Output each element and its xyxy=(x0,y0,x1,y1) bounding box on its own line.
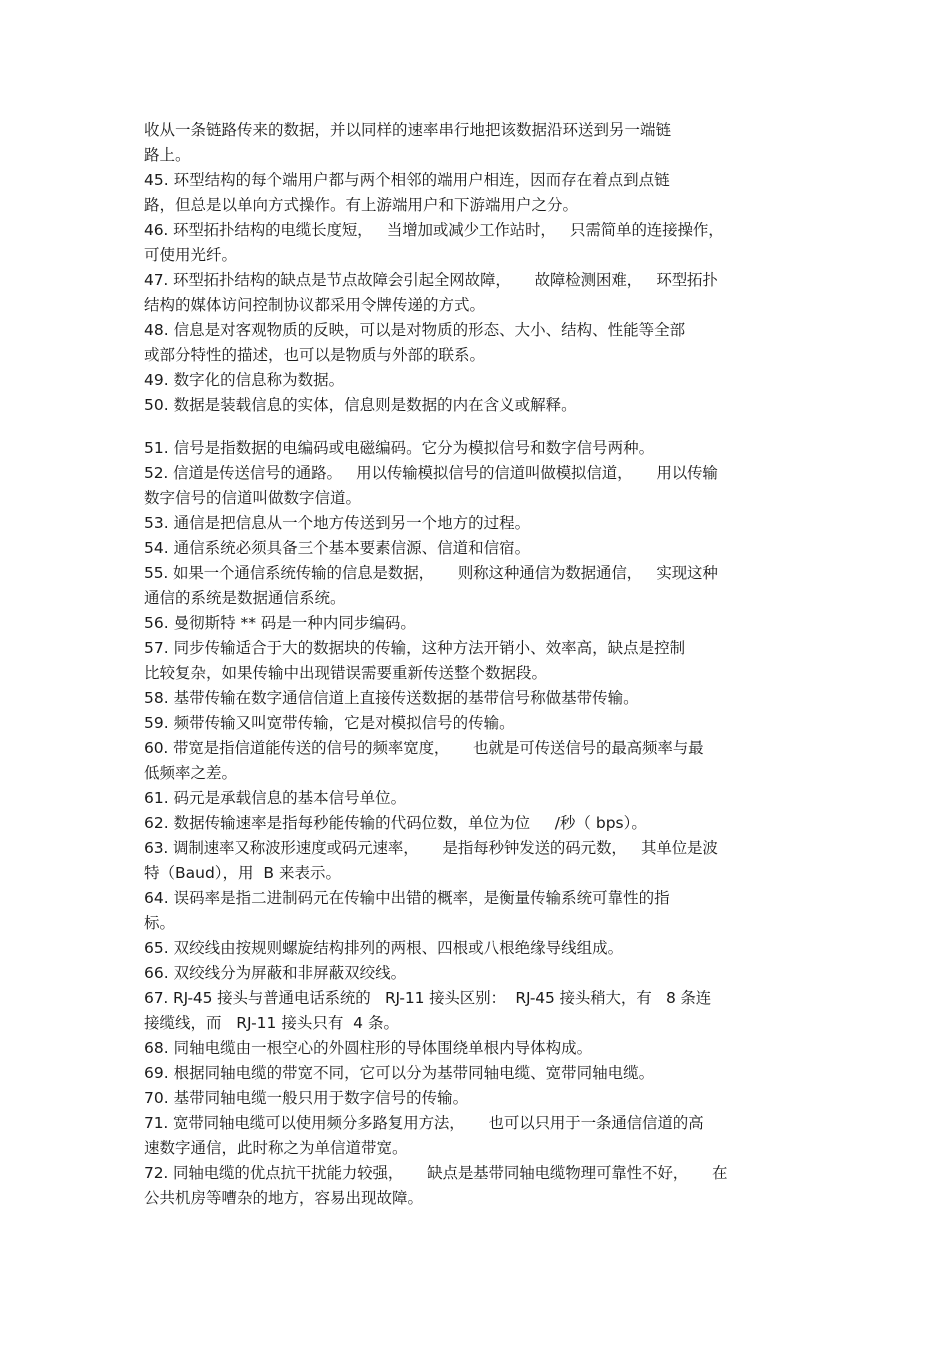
text-line: 64. 误码率是指二进制码元在传输中出错的概率，是衡量传输系统可靠性的指 xyxy=(144,889,670,907)
text-line: 53. 通信是把信息从一个地方传送到另一个地方的过程。 xyxy=(144,514,531,532)
text-line: 结构的媒体访问控制协议都采用令牌传递的方式。 xyxy=(144,296,486,314)
text-line: 61. 码元是承载信息的基本信号单位。 xyxy=(144,789,407,807)
text-line: 49. 数字化的信息称为数据。 xyxy=(144,371,345,389)
text-line: 58. 基带传输在数字通信信道上直接传送数据的基带信号称做基带传输。 xyxy=(144,689,639,707)
text-line: 59. 频带传输又叫宽带传输，它是对模拟信号的传输。 xyxy=(144,714,515,732)
text-line: 67. RJ-45 接头与普通电话系统的 RJ-11 接头区别： RJ-45 接头稍大，有 8 条连 xyxy=(144,989,712,1007)
text-line: 48. 信息是对客观物质的反映，可以是对物质的形态、大小、结构、性能等全部 xyxy=(144,321,686,339)
text-line: 68. 同轴电缆由一根空心的外圆柱形的导体围绕单根内导体构成。 xyxy=(144,1039,593,1057)
text-line: 69. 根据同轴电缆的带宽不同，它可以分为基带同轴电缆、宽带同轴电缆。 xyxy=(144,1064,655,1082)
text-line: 47. 环型拓扑结构的缺点是节点故障会引起全网故障， 故障检测困难， 环型拓扑 xyxy=(144,271,718,289)
document-body xyxy=(144,118,812,1211)
text-line: 收从一条链路传来的数据，并以同样的速率串行地把该数据沿环送到另一端链 xyxy=(144,121,672,139)
text-line: 标。 xyxy=(144,914,176,932)
text-line: 路上。 xyxy=(144,146,191,164)
text-line: 通信的系统是数据通信系统。 xyxy=(144,589,346,607)
text-line: 66. 双绞线分为屏蔽和非屏蔽双绞线。 xyxy=(144,964,407,982)
text-line: 接缆线，而 RJ-11 接头只有 4 条。 xyxy=(144,1014,399,1032)
text-line: 比较复杂，如果传输中出现错误需要重新传送整个数据段。 xyxy=(144,664,548,682)
text-line: 60. 带宽是指信道能传送的信号的频率宽度， 也就是可传送信号的最高频率与最 xyxy=(144,739,704,757)
text-line: 46. 环型拓扑结构的电缆长度短， 当增加或减少工作站时， 只需简单的连接操作， xyxy=(144,221,724,239)
text-line: 45. 环型结构的每个端用户都与两个相邻的端用户相连，因而存在着点到点链 xyxy=(144,171,670,189)
text-line: 数字信号的信道叫做数字信道。 xyxy=(144,489,362,507)
text-line: 57. 同步传输适合于大的数据块的传输，这种方法开销小、效率高，缺点是控制 xyxy=(144,639,686,657)
text-line: 56. 曼彻斯特 ** 码是一种内同步编码。 xyxy=(144,614,416,632)
text-line: 51. 信号是指数据的电编码或电磁编码。它分为模拟信号和数字信号两种。 xyxy=(144,439,655,457)
text-line: 65. 双绞线由按规则螺旋结构排列的两根、四根或八根绝缘导线组成。 xyxy=(144,939,624,957)
text-line: 特（Baud），用 B 来表示。 xyxy=(144,864,341,882)
text-line: 公共机房等嘈杂的地方，容易出现故障。 xyxy=(144,1189,424,1207)
text-line: 50. 数据是装载信息的实体，信息则是数据的内在含义或解释。 xyxy=(144,396,577,414)
text-line: 55. 如果一个通信系统传输的信息是数据， 则称这种通信为数据通信， 实现这种 xyxy=(144,564,718,582)
text-line: 52. 信道是传送信号的通路。 用以传输模拟信号的信道叫做模拟信道， 用以传输 xyxy=(144,464,718,482)
text-line: 62. 数据传输速率是指每秒能传输的代码位数，单位为位 /秒（ bps）。 xyxy=(144,814,647,832)
text-line: 71. 宽带同轴电缆可以使用频分多路复用方法， 也可以只用于一条通信信道的高 xyxy=(144,1114,704,1132)
text-line: 速数字通信，此时称之为单信道带宽。 xyxy=(144,1139,408,1157)
text-line: 或部分特性的描述，也可以是物质与外部的联系。 xyxy=(144,346,486,364)
text-line: 54. 通信系统必须具备三个基本要素信源、信道和信宿。 xyxy=(144,539,531,557)
text-line: 70. 基带同轴电缆一般只用于数字信号的传输。 xyxy=(144,1089,469,1107)
text-line: 可使用光纤。 xyxy=(144,246,238,264)
text-line: 72. 同轴电缆的优点抗干扰能力较强， 缺点是基带同轴电缆物理可靠性不好， 在 xyxy=(144,1164,728,1182)
text-line: 低频率之差。 xyxy=(144,764,238,782)
paragraph-gap xyxy=(144,418,812,436)
text-line: 路，但总是以单向方式操作。有上游端用户和下游端用户之分。 xyxy=(144,196,579,214)
text-line: 63. 调制速率又称波形速度或码元速率， 是指每秒钟发送的码元数， 其单位是波 xyxy=(144,839,718,857)
